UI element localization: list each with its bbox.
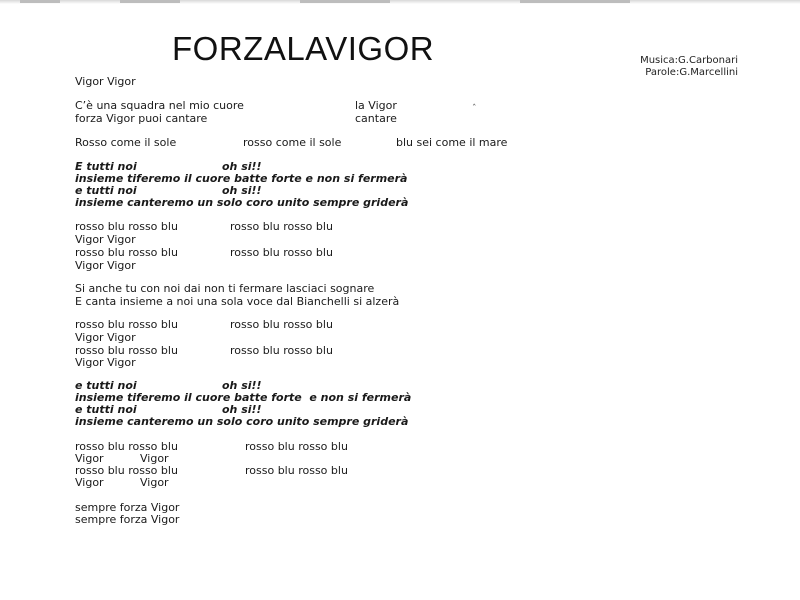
chorus2-line3-response: oh si!! [222, 403, 262, 416]
verse1-line2-response: cantare [355, 112, 397, 125]
lyrics-credit: Parole:G.Marcellini [645, 67, 738, 78]
music-credit: Musica:G.Carbonari [640, 55, 738, 66]
chorus1-line3: e tutti noi [75, 184, 137, 197]
credits [608, 55, 738, 79]
ending-line2: sempre forza Vigor [75, 513, 180, 526]
refrain2-line1: rosso blu rosso blu [75, 318, 178, 331]
chorus2-line1: e tutti noi [75, 379, 137, 392]
scan-artifact [300, 0, 390, 3]
scan-artifact [520, 0, 630, 3]
verse1-line3-part2: rosso come il sole [243, 136, 342, 149]
refrain2-line3-part2: rosso blu rosso blu [230, 344, 333, 357]
refrain1-line4: Vigor Vigor [75, 259, 136, 272]
verse2-line1: Si anche tu con noi dai non ti fermare lasciaci sognare [75, 282, 375, 295]
chorus2-line3: e tutti noi [75, 403, 137, 416]
ending-line1: sempre forza Vigor [75, 501, 180, 514]
chorus1-line4: insieme canteremo un solo coro unito sempre griderà [75, 196, 409, 209]
chorus1-line2: insieme tiferemo il cuore batte forte e non si fermerà [75, 172, 408, 185]
opening-line: Vigor Vigor [75, 75, 136, 88]
chorus2-line1-response: oh si!! [222, 379, 262, 392]
refrain3-line4-part2: Vigor [140, 476, 169, 489]
refrain2-line1-part2: rosso blu rosso blu [230, 318, 333, 331]
refrain2-line4: Vigor Vigor [75, 356, 136, 369]
refrain1-line3-part2: rosso blu rosso blu [230, 246, 333, 259]
verse1-line2: forza Vigor puoi cantare [75, 112, 208, 125]
refrain1-line3: rosso blu rosso blu [75, 246, 178, 259]
refrain1-line2: Vigor Vigor [75, 233, 136, 246]
refrain3-line3-part2: rosso blu rosso blu [245, 464, 348, 477]
chorus1-line1: E tutti noi [75, 160, 137, 173]
refrain2-line3: rosso blu rosso blu [75, 344, 178, 357]
refrain1-line1: rosso blu rosso blu [75, 220, 178, 233]
chorus2-line2: insieme tiferemo il cuore batte forte e non si fermerà [75, 391, 412, 404]
refrain2-line2: Vigor Vigor [75, 331, 136, 344]
refrain3-line2-part2: Vigor [140, 452, 169, 465]
refrain3-line4: Vigor [75, 476, 104, 489]
song-title: FORZALAVIGOR [172, 30, 435, 67]
refrain3-line1-part2: rosso blu rosso blu [245, 440, 348, 453]
verse1-line1: C’è una squadra nel mio cuore [75, 99, 244, 112]
refrain3-line1: rosso blu rosso blu [75, 440, 178, 453]
scan-artifact [20, 0, 60, 3]
chorus2-line4: insieme canteremo un solo coro unito sempre griderà [75, 415, 409, 428]
chorus1-line1-response: oh si!! [222, 160, 262, 173]
scan-speck: ˆ [472, 104, 477, 114]
chorus1-line3-response: oh si!! [222, 184, 262, 197]
verse1-line3: Rosso come il sole [75, 136, 177, 149]
verse2-line2: E canta insieme a noi una sola voce dal Bianchelli si alzerà [75, 295, 400, 308]
refrain1-line1-part2: rosso blu rosso blu [230, 220, 333, 233]
verse1-line3-part3: blu sei come il mare [396, 136, 508, 149]
scan-artifact [120, 0, 180, 3]
refrain3-line3: rosso blu rosso blu [75, 464, 178, 477]
verse1-line1-response: la Vigor [355, 99, 397, 112]
refrain3-line2: Vigor [75, 452, 104, 465]
